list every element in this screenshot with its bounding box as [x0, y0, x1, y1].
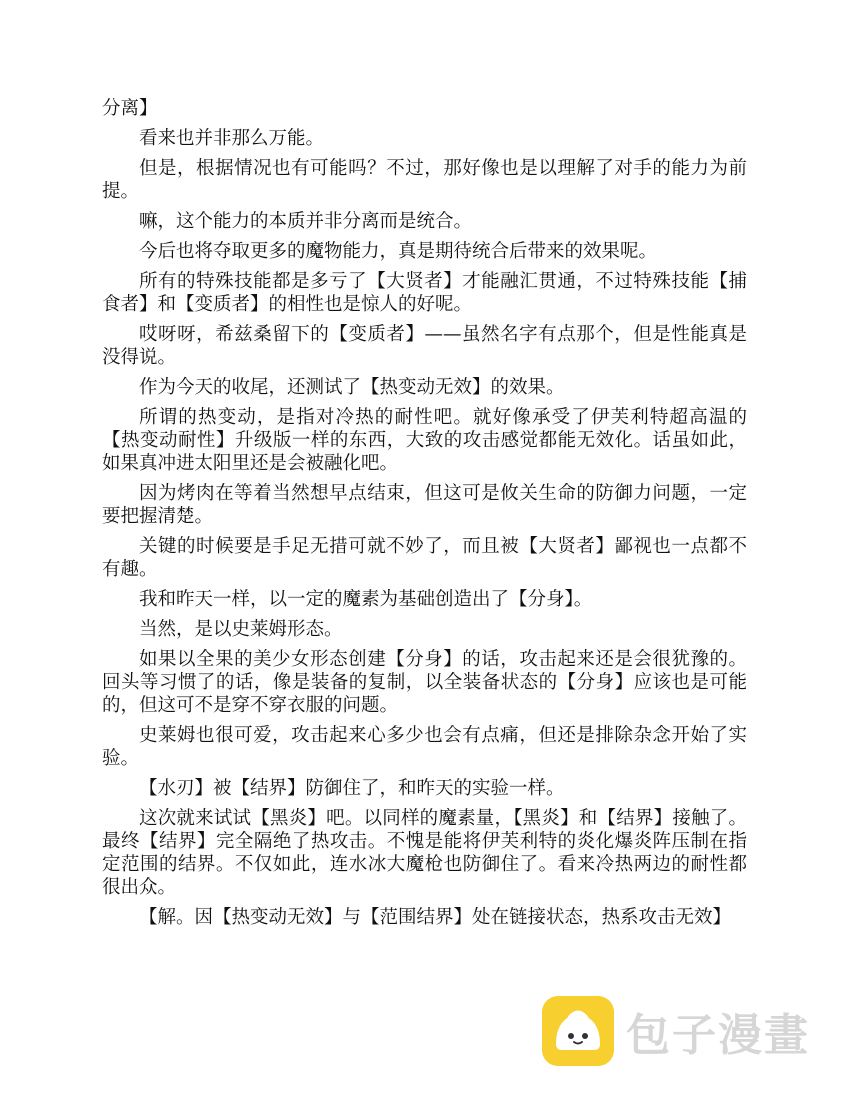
paragraph: 作为今天的收尾，还测试了【热变动无效】的效果。 [139, 377, 565, 398]
paragraph: 【解。因【热变动无效】与【范围结界】处在链接状态，热系攻击无效】 [139, 907, 732, 928]
paragraph: 所有的特殊技能都是多亏了【大贤者】才能融汇贯通，不过特殊技能【捕食者】和【变质者】的相性也是惊人的好呢。 [102, 271, 747, 315]
paragraph: 史莱姆也很可爱，攻击起来心多少也会有点痛，但还是排除杂念开始了实验。 [102, 725, 747, 769]
paragraph: 关键的时候要是手足无措可就不妙了，而且被【大贤者】鄙视也一点都不有趣。 [102, 536, 747, 580]
paragraph: 分离】 [102, 98, 158, 119]
paragraph: 因为烤肉在等着当然想早点结束，但这可是攸关生命的防御力问题，一定要把握清楚。 [102, 483, 747, 527]
paragraph: 这次就来试试【黑炎】吧。以同样的魔素量，【黑炎】和【结界】接触了。最终【结界】完全隔绝了热攻击。不愧是能将伊芙利特的炎化爆炎阵压制在指定范围的结界。不仅如此，连水冰大魔枪也防御住了。看来冷热两边的耐性都很出众。 [102, 808, 747, 898]
body-text [102, 97, 747, 936]
paragraph: 今后也将夺取更多的魔物能力，真是期待统合后带来的效果呢。 [139, 241, 658, 262]
paragraph: 当然，是以史莱姆形态。 [139, 619, 343, 640]
paragraph: 但是，根据情况也有可能吗？不过，那好像也是以理解了对手的能力为前提。 [102, 158, 747, 202]
paragraph: 嘛，这个能力的本质并非分离而是统合。 [139, 211, 473, 232]
bun-logo-icon [542, 996, 614, 1066]
paragraph: 【水刃】被【结界】防御住了，和昨天的实验一样。 [139, 778, 565, 799]
watermark [542, 996, 810, 1066]
watermark-text: 包子漫畫 [626, 1010, 810, 1061]
paragraph: 哎呀呀，希兹桑留下的【变质者】——虽然名字有点那个，但是性能真是没得说。 [102, 324, 747, 368]
paragraph: 我和昨天一样，以一定的魔素为基础创造出了【分身】。 [139, 589, 593, 610]
paragraph: 看来也并非那么万能。 [139, 128, 325, 149]
paragraph: 如果以全果的美少女形态创建【分身】的话，攻击起来还是会很犹豫的。回头等习惯了的话，像是装备的复制，以全装备状态的【分身】应该也是可能的，但这可不是穿不穿衣服的问题。 [102, 649, 747, 716]
paragraph: 所谓的热变动，是指对冷热的耐性吧。就好像承受了伊芙利特超高温的【热变动耐性】升级版一样的东西，大致的攻击感觉都能无效化。话虽如此，如果真冲进太阳里还是会被融化吧。 [102, 407, 747, 474]
